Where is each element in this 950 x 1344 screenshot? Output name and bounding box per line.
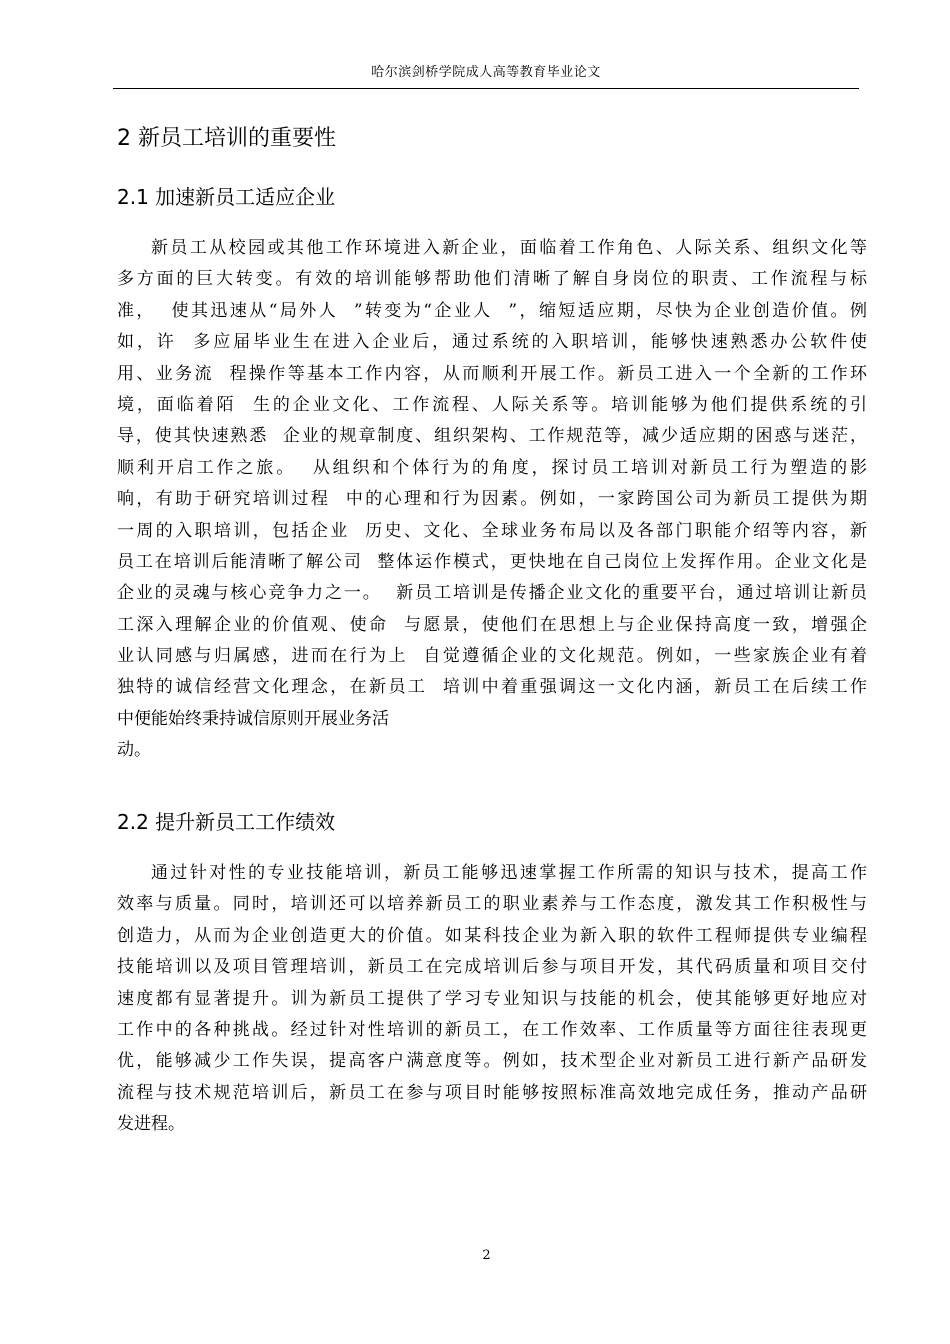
paragraph-line: 顺利开启工作之旅。 从组织和个体行为的角度，探讨员工培训对新员工行为塑造的影 xyxy=(117,457,867,478)
chapter-title: 2 新员工培训的重要性 xyxy=(117,126,336,151)
running-header: 哈尔滨剑桥学院成人高等教育毕业论文 xyxy=(371,65,601,80)
paragraph-line: 中便能始终秉持诚信原则开展业务活 xyxy=(117,708,389,729)
paragraph-line: 新员工从校园或其他工作环境进入新企业，面临着工作角色、人际关系、组织文化等 xyxy=(151,238,867,258)
paragraph-line: 工深入理解企业的价值观、使命 与愿景，使他们在思想上与企业保持高度一致，增强企 xyxy=(117,614,867,635)
section-2-1-title: 2.1 加速新员工适应企业 xyxy=(117,185,336,209)
section-2-1-body xyxy=(117,233,867,767)
paragraph-line: 创造力，从而为企业创造更大的价值。如某科技企业为新入职的软件工程师提供专业编程 xyxy=(117,925,867,946)
paragraph-line: 发进程。 xyxy=(117,1114,185,1135)
paragraph-line: 导，使其快速熟悉 企业的规章制度、组织架构、工作规范等，减少适应期的困惑与迷茫， xyxy=(117,426,867,447)
paragraph-line: 优，能够减少工作失误，提高客户满意度等。例如，技术型企业对新员工进行新产品研发 xyxy=(117,1051,867,1072)
paragraph-line: 用、业务流 程操作等基本工作内容，从而顺利开展工作。新员工进入一个全新的工作环 xyxy=(117,363,867,384)
paragraph-line: 多方面的巨大转变。有效的培训能够帮助他们清晰了解自身岗位的职责、工作流程与标 xyxy=(117,269,867,290)
paragraph-line: 速度都有显著提升。训为新员工提供了学习专业知识与技能的机会，使其能够更好地应对 xyxy=(117,988,867,1009)
paragraph-line: 通过针对性的专业技能培训，新员工能够迅速掌握工作所需的知识与技术，提高工作 xyxy=(151,863,867,883)
paragraph-line: 流程与技术规范培训后，新员工在参与项目时能够按照标准高效地完成任务，推动产品研 xyxy=(117,1082,867,1103)
paragraph-line: 如，许 多应届毕业生在进入企业后，通过系统的入职培训，能够快速熟悉办公软件使 xyxy=(117,332,867,353)
paragraph-line: 企业的灵魂与核心竞争力之一。 新员工培训是传播企业文化的重要平台，通过培训让新员 xyxy=(117,583,867,604)
section-2-2-title: 2.2 提升新员工工作绩效 xyxy=(117,810,336,834)
header-divider xyxy=(113,88,859,89)
page-number: 2 xyxy=(482,1248,491,1263)
paragraph-line: 准， 使其迅速从“局外人 ”转变为“企业人 ”，缩短适应期，尽快为企业创造价值。例 xyxy=(117,300,867,321)
paragraph-line: 效率与质量。同时，培训还可以培养新员工的职业素养与工作态度，激发其工作积极性与 xyxy=(117,894,867,915)
paragraph-line: 响，有助于研究培训过程 中的心理和行为因素。例如，一家跨国公司为新员工提供为期 xyxy=(117,489,867,510)
paragraph-line: 独特的诚信经营文化理念，在新员工 培训中着重强调这一文化内涵，新员工在后续工作 xyxy=(117,677,867,698)
paragraph-line: 一周的入职培训，包括企业 历史、文化、全球业务布局以及各部门职能介绍等内容，新 xyxy=(117,520,867,541)
paragraph-line: 业认同感与归属感，进而在行为上 自觉遵循企业的文化规范。例如，一些家族企业有着 xyxy=(117,646,867,667)
paragraph-line: 境，面临着陌 生的企业文化、工作流程、人际关系等。培训能够为他们提供系统的引 xyxy=(117,394,867,415)
paragraph-line: 技能培训以及项目管理培训，新员工在完成培训后参与项目开发，其代码质量和项目交付 xyxy=(117,957,867,978)
paragraph-line: 动。 xyxy=(117,740,151,761)
section-2-2-body xyxy=(117,858,867,1141)
paragraph-line: 员工在培训后能清晰了解公司 整体运作模式，更快地在自己岗位上发挥作用。企业文化是 xyxy=(117,551,867,572)
paragraph-line: 工作中的各种挑战。经过针对性培训的新员工，在工作效率、工作质量等方面往往表现更 xyxy=(117,1019,867,1040)
